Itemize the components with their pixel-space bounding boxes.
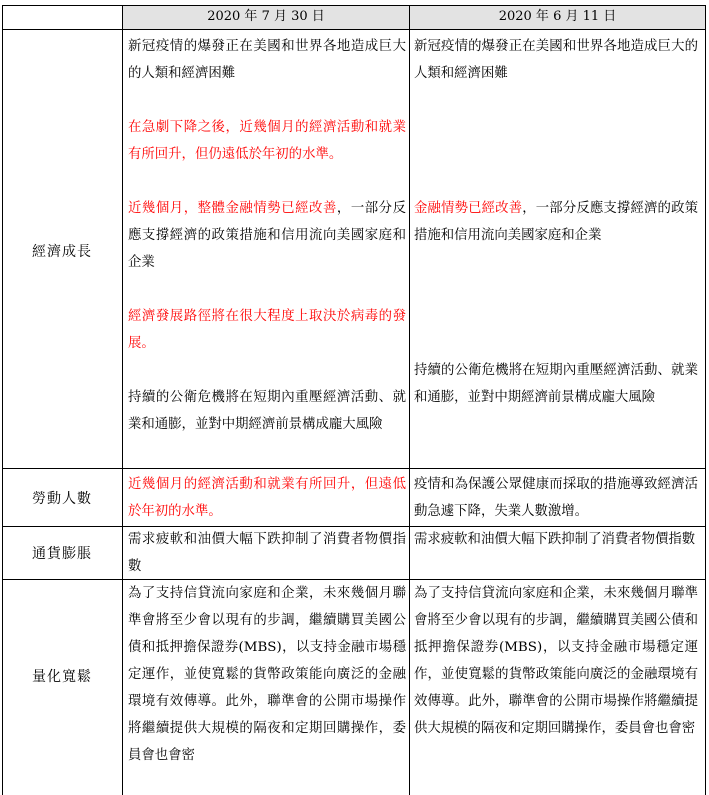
growth-july-para-4: 經濟發展路徑將在很大程度上取決於病毒的發展。 <box>128 309 406 351</box>
table-divider-1 <box>122 5 123 795</box>
qe-july-cell: 為了支持信貸流向家庭和企業，未來幾個月聯準會將至少會以現有的步調，繼續購買美國公債和抵押擔保證券(MBS)，以支持金融市場穩定運作，並使寬鬆的貨幣政策能向廣泛的金融環境有效傳導。此外，聯準會的公開市場操作將繼續提供大規模的隔夜和定期回購操作，委員會也會密 <box>128 586 406 763</box>
header-june-11: 2020 年 6 月 11 日 <box>410 5 705 29</box>
comparison-table <box>2 5 706 795</box>
header-rule <box>2 29 706 30</box>
table-border-top <box>2 5 706 6</box>
row-label-inflation: 通貨膨脹 <box>32 545 92 562</box>
growth-june-para-3: 持續的公衛危機將在短期內重壓經濟活動、就業和通膨，並對中期經濟前景構成龐大風險 <box>414 363 698 405</box>
table-border-left <box>2 5 3 795</box>
growth-june-para-1: 新冠疫情的爆發正在美國和世界各地造成巨大的人類和經濟困難 <box>414 39 698 81</box>
growth-july-para-3-highlight: 近幾個月，整體金融情勢已經改善 <box>128 201 337 216</box>
growth-july-para-3 <box>128 195 406 276</box>
growth-june-para-2-highlight: 金融情勢已經改善 <box>414 201 523 216</box>
growth-july-para-2: 在急劇下降之後，近幾個月的經濟活動和就業有所回升，但仍遠低於年初的水準。 <box>128 120 406 162</box>
row-rule-1 <box>2 468 706 469</box>
growth-june-cell <box>414 33 698 411</box>
row-label-labor: 勞動人數 <box>32 491 92 507</box>
labor-july-cell: 近幾個月的經濟活動和就業有所回升，但遠低於年初的水準。 <box>128 477 406 519</box>
growth-july-cell <box>128 33 406 438</box>
row-rule-3 <box>2 579 706 580</box>
inflation-june-cell: 需求疲軟和油價大幅下跌抑制了消費者物價指數 <box>414 532 696 547</box>
inflation-july-cell: 需求疲軟和油價大幅下跌抑制了消費者物價指數 <box>128 532 406 574</box>
growth-july-para-5: 持續的公衛危機將在短期內重壓經濟活動、就業和通膨，並對中期經濟前景構成龐大風險 <box>128 390 406 432</box>
row-label-economic-growth: 經濟成長 <box>32 243 92 260</box>
labor-june-cell: 疫情和為保護公眾健康而採取的措施導致經濟活動急遽下降，失業人數激增。 <box>414 477 698 519</box>
growth-june-para-2 <box>414 195 698 249</box>
growth-july-para-1: 新冠疫情的爆發正在美國和世界各地造成巨大的人類和經濟困難 <box>128 39 406 81</box>
growth-july-para-3-rest: ，一部分反應支撐經濟的政策措施和信用流向美國家庭和企業 <box>128 201 407 270</box>
row-label-qe: 量化寬鬆 <box>32 669 92 685</box>
growth-june-para-2-rest: ，一部分反應支撐經濟的政策措施和信用流向美國家庭和企業 <box>414 201 699 243</box>
header-july-30: 2020 年 7 月 30 日 <box>123 5 409 29</box>
qe-june-cell: 為了支持信貸流向家庭和企業，未來幾個月聯準會將至少會以現有的步調，繼續購買美國公債和抵押擔保證券(MBS)，以支持金融市場穩定運作，並使寬鬆的貨幣政策能向廣泛的金融環境有效傳導。此外，聯準會的公開市場操作將繼續提供大規模的隔夜和定期回購操作，委員會也會密 <box>414 586 698 736</box>
row-rule-2 <box>2 526 706 527</box>
table-border-right <box>705 5 706 795</box>
table-divider-2 <box>409 5 410 795</box>
